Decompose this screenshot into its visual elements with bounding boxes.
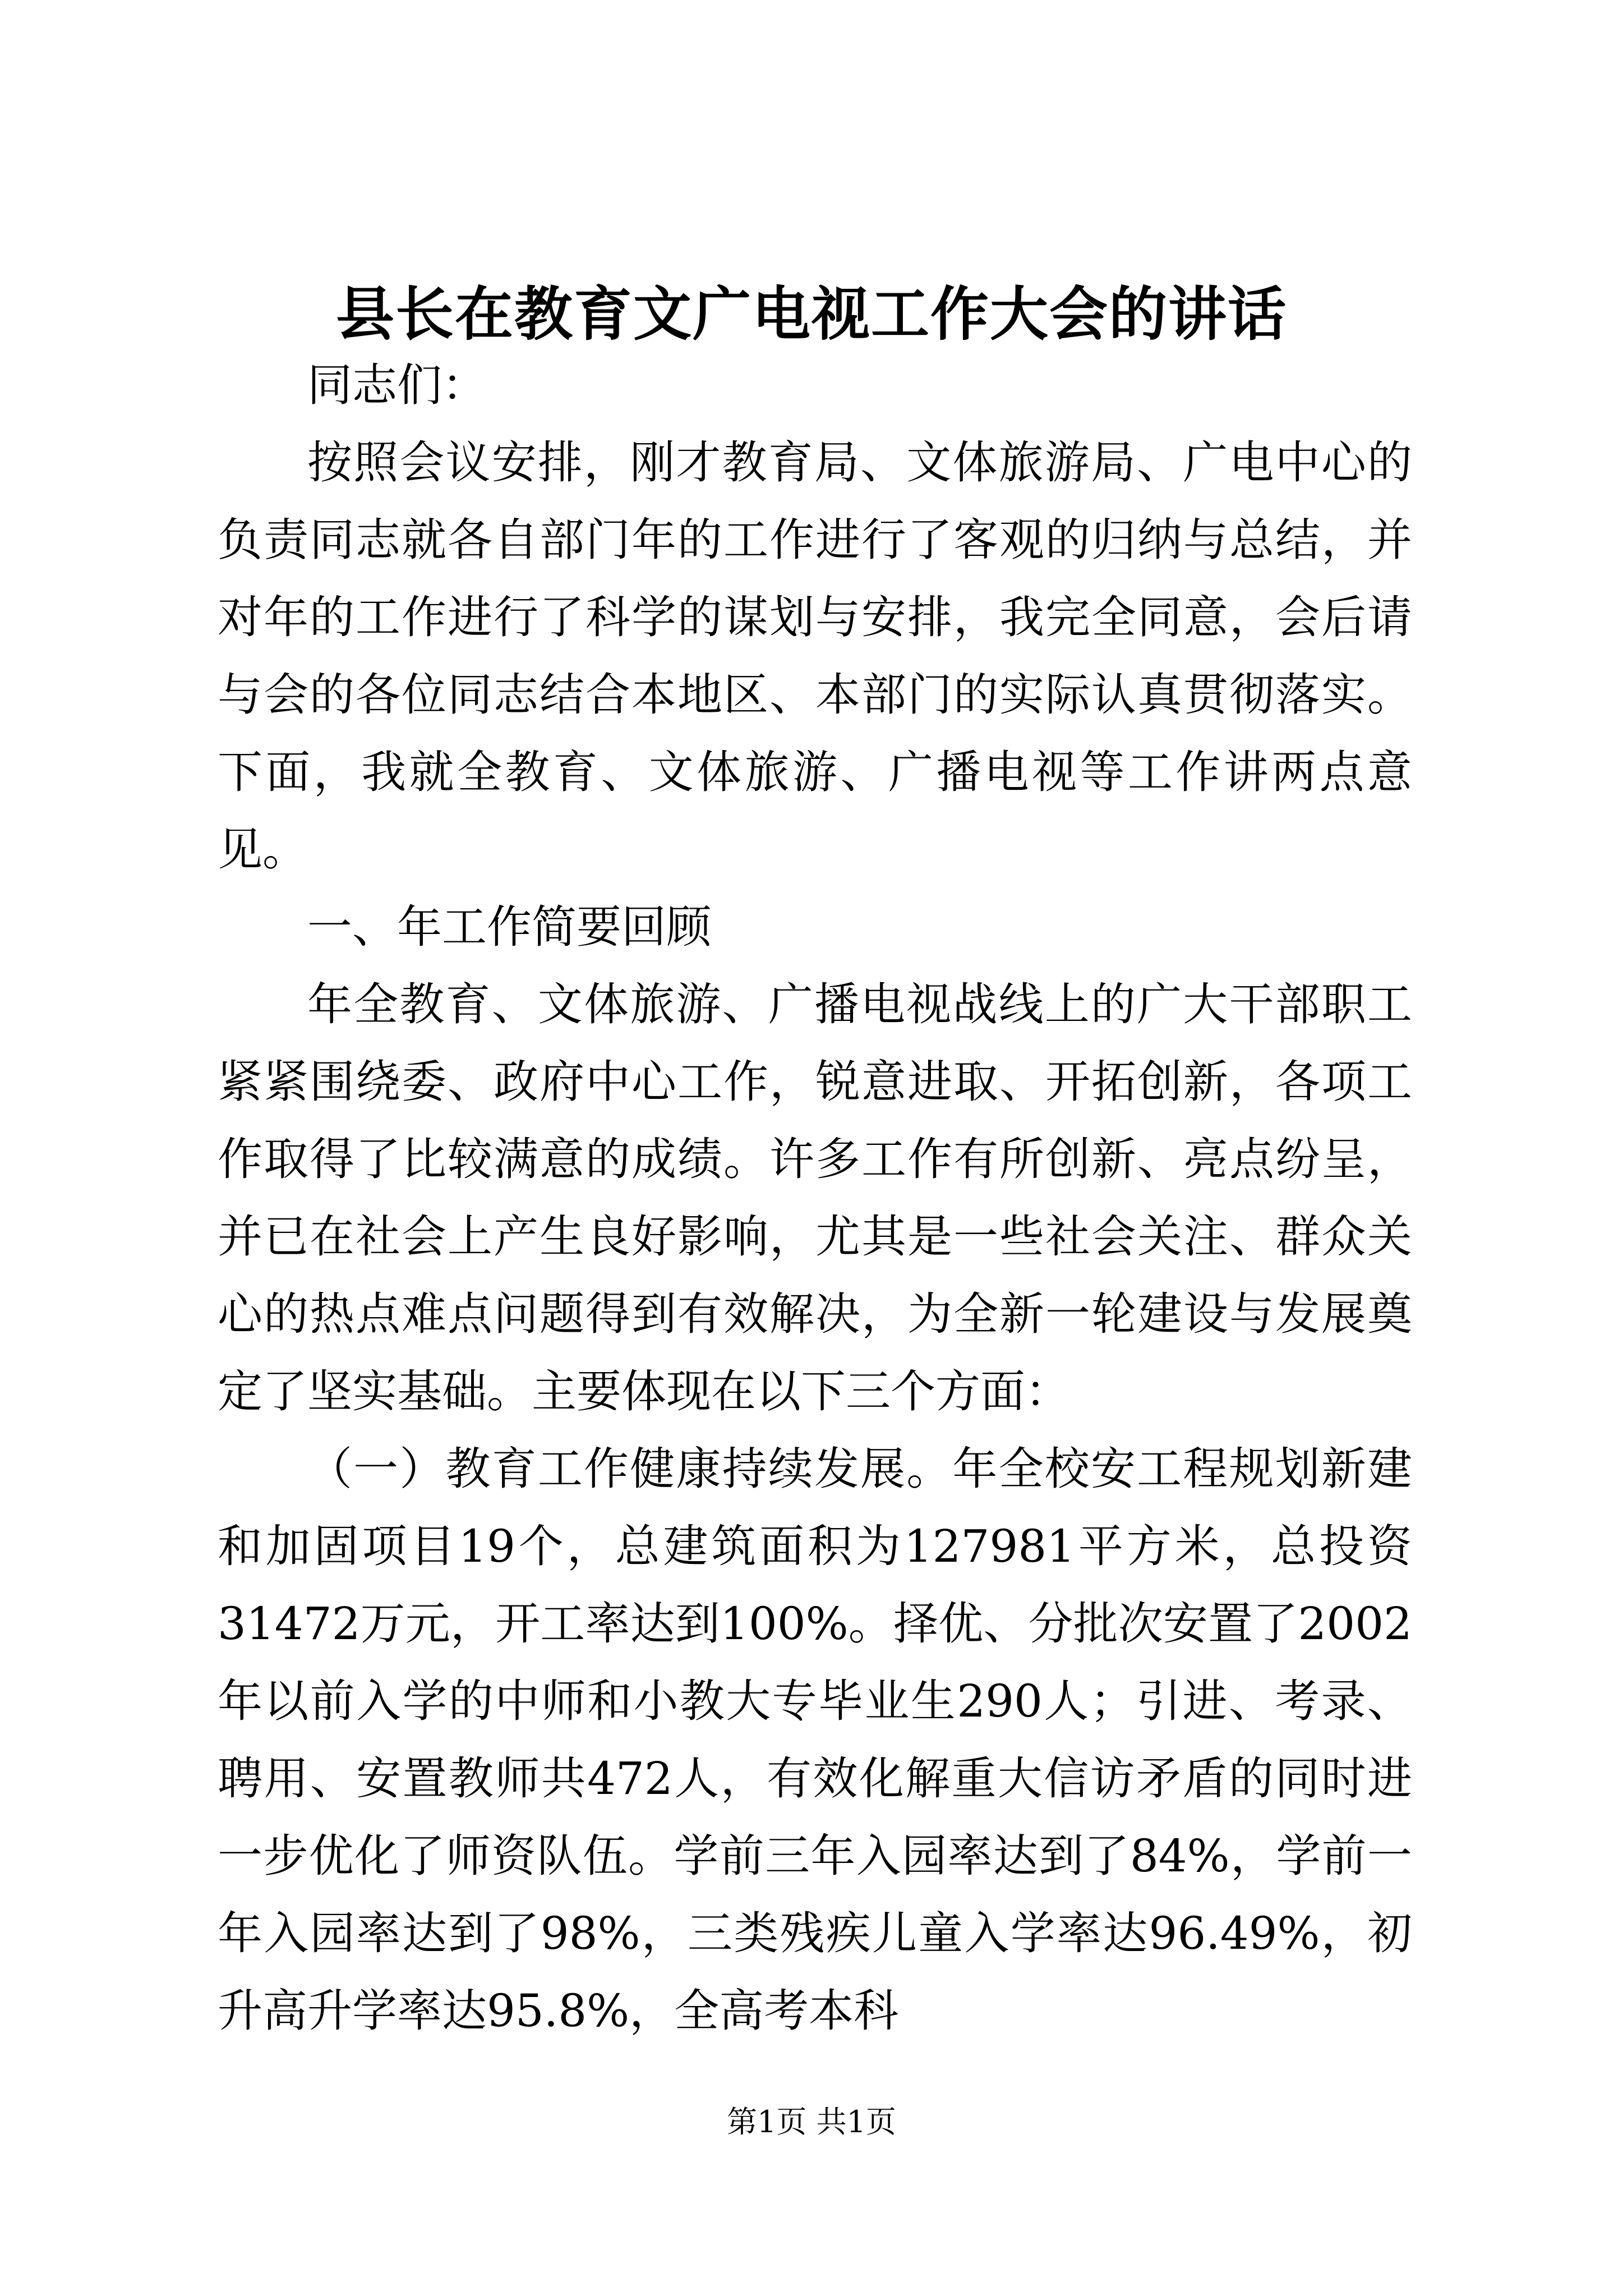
paragraph-salutation: 同志们： bbox=[307, 359, 487, 411]
section-heading: 一、年工作简要回顾 bbox=[307, 901, 711, 953]
document-title: 县长在教育文广电视工作大会的讲话 bbox=[335, 279, 1287, 348]
page-footer: 第1页 共1页 bbox=[727, 2104, 896, 2139]
paragraph: （一）教育工作健康持续发展。年全校安工程规划新建和加固项目19个，总建筑面积为127981平方米，总投资31472万元，开工率达到100%。择优、分批次安置了2002年以前入学的中师和小教大专毕业生290人；引进、考录、聘用、安置教师共472人，有效化解重大信访矛盾的同时进一步优化了师资队伍。学前三年入园率达到了84%，学前一年入园率达到了98%，三类残疾儿童入学率达96.49%，初升高升学率达95.8%，全高考本科 bbox=[218, 1443, 1412, 2037]
document-body bbox=[218, 347, 1412, 2050]
paragraph: 年全教育、文体旅游、广播电视战线上的广大干部职工紧紧围绕委、政府中心工作，锐意进取、开拓创新，各项工作取得了比较满意的成绩。许多工作有所创新、亮点纷呈，并已在社会上产生良好影响，尤其是一些社会关注、群众关心的热点难点问题得到有效解决，为全新一轮建设与发展奠定了坚实基础。主要体现在以下三个方面： bbox=[218, 978, 1412, 1418]
paragraph: 按照会议安排，刚才教育局、文体旅游局、广电中心的负责同志就各自部门年的工作进行了客观的归纳与总结，并对年的工作进行了科学的谋划与安排，我完全同意，会后请与会的各位同志结合本地区、本部门的实际认真贯彻落实。下面，我就全教育、文体旅游、广播电视等工作讲两点意见。 bbox=[218, 436, 1412, 876]
